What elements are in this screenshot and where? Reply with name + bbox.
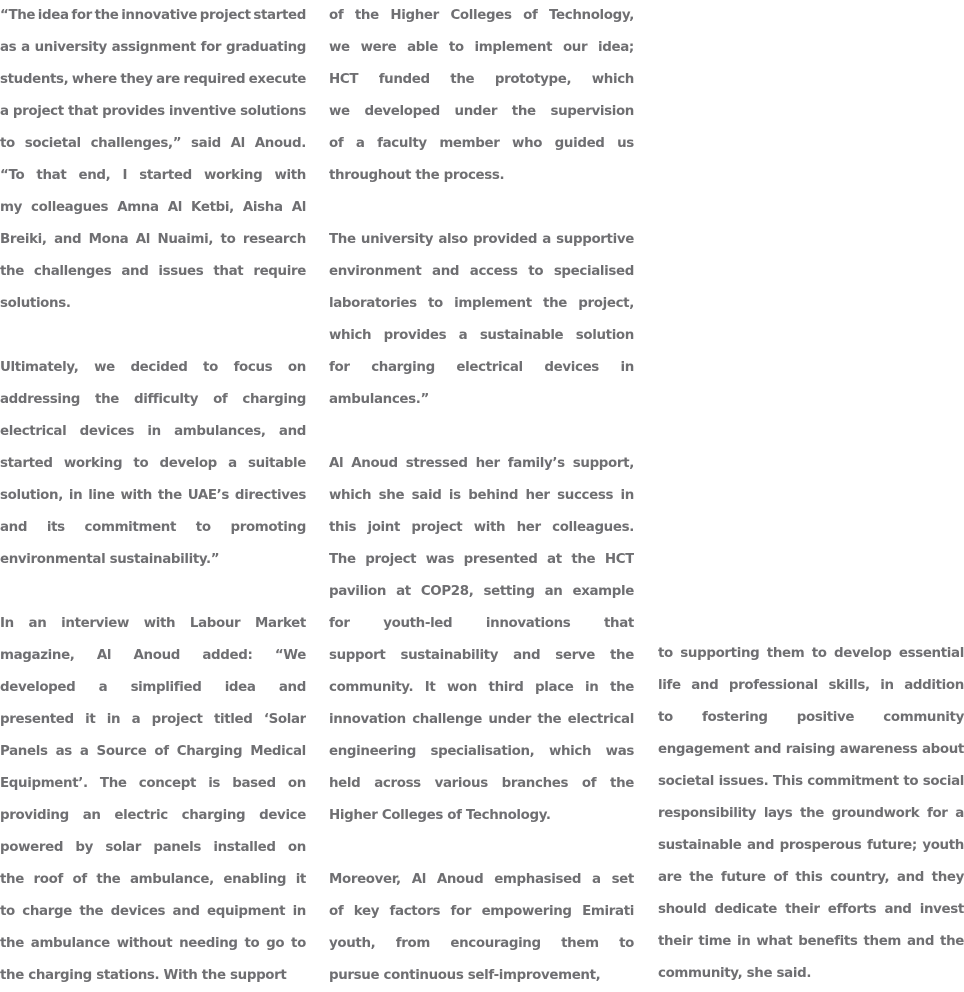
paragraph-gap xyxy=(329,416,634,448)
text-line: HCT funded the prototype, which xyxy=(329,72,634,87)
text-line: sustainable and prosperous future; youth xyxy=(658,838,964,853)
text-line: ambulances.” xyxy=(329,392,429,407)
text-line: laboratories to implement the project, xyxy=(329,296,634,311)
text-line: to societal challenges,” said Al Anoud. xyxy=(0,136,306,151)
text-line: innovation challenge under the electrical xyxy=(329,712,634,727)
text-line: throughout the process. xyxy=(329,168,505,183)
text-line: of a faculty member who guided us xyxy=(329,136,634,151)
text-line: providing an electric charging device xyxy=(0,808,306,823)
text-line: the charging stations. With the support xyxy=(0,968,287,983)
text-line: Ultimately, we decided to focus on xyxy=(0,360,306,375)
text-line: we developed under the supervision xyxy=(329,104,634,119)
text-line: In an interview with Labour Market xyxy=(0,616,306,631)
text-line: are the future of this country, and they xyxy=(658,870,964,885)
text-line: started working to develop a suitable xyxy=(0,456,306,471)
text-line: Al Anoud stressed her family’s support, xyxy=(329,456,634,471)
text-line: solutions. xyxy=(0,296,71,311)
text-line: Higher Colleges of Technology. xyxy=(329,808,551,823)
text-line: pavilion at COP28, setting an example xyxy=(329,584,634,599)
text-line: addressing the difficulty of charging xyxy=(0,392,306,407)
article-column-1 xyxy=(0,0,306,992)
text-line: youth, from encouraging them to xyxy=(329,936,634,951)
text-line: environment and access to specialised xyxy=(329,264,634,279)
text-line: the roof of the ambulance, enabling it xyxy=(0,872,306,887)
text-line: the challenges and issues that require xyxy=(0,264,306,279)
text-line: for youth-led innovations that xyxy=(329,616,634,631)
text-line: responsibility lays the groundwork for a xyxy=(658,806,964,821)
text-line: support sustainability and serve the xyxy=(329,648,634,663)
text-line: the ambulance without needing to go to xyxy=(0,936,306,951)
paragraph-gap xyxy=(329,832,634,864)
text-line: Breiki, and Mona Al Nuaimi, to research xyxy=(0,232,306,247)
article-column-3 xyxy=(658,638,964,990)
text-line: life and professional skills, in addition xyxy=(658,678,964,693)
article-column-2 xyxy=(329,0,634,992)
text-line: The project was presented at the HCT xyxy=(329,552,634,567)
text-line: The university also provided a supportive xyxy=(329,232,634,247)
text-line: presented it in a project titled ‘Solar xyxy=(0,712,306,727)
text-line: Panels as a Source of Charging Medical xyxy=(0,744,306,759)
text-line: to fostering positive community xyxy=(658,710,964,725)
text-line: pursue continuous self-improvement, xyxy=(329,968,601,983)
text-line: societal issues. This commitment to social xyxy=(658,774,964,789)
text-line: electrical devices in ambulances, and xyxy=(0,424,306,439)
text-line: held across various branches of the xyxy=(329,776,634,791)
text-line: which provides a sustainable solution xyxy=(329,328,634,343)
text-line: of the Higher Colleges of Technology, xyxy=(329,8,634,23)
text-line: engineering specialisation, which was xyxy=(329,744,634,759)
paragraph-gap xyxy=(329,192,634,224)
text-line: “The idea for the innovative project started xyxy=(0,8,306,23)
text-line: “To that end, I started working with xyxy=(0,168,306,183)
text-line: their time in what benefits them and the xyxy=(658,934,964,949)
text-line: community. It won third place in the xyxy=(329,680,634,695)
text-line: a project that provides inventive solutions xyxy=(0,104,306,119)
text-line: developed a simplified idea and xyxy=(0,680,306,695)
text-line: and its commitment to promoting xyxy=(0,520,306,535)
text-line: environmental sustainability.” xyxy=(0,552,220,567)
text-line: this joint project with her colleagues. xyxy=(329,520,634,535)
text-line: as a university assignment for graduating xyxy=(0,40,306,55)
text-line: for charging electrical devices in xyxy=(329,360,634,375)
text-line: engagement and raising awareness about xyxy=(658,742,964,757)
text-line: students, where they are required execute xyxy=(0,72,306,87)
text-line: solution, in line with the UAE’s directives xyxy=(0,488,306,503)
text-line: my colleagues Amna Al Ketbi, Aisha Al xyxy=(0,200,306,215)
text-line: Equipment’. The concept is based on xyxy=(0,776,306,791)
text-line: Moreover, Al Anoud emphasised a set xyxy=(329,872,634,887)
paragraph-gap xyxy=(0,320,306,352)
text-line: magazine, Al Anoud added: “We xyxy=(0,648,306,663)
text-line: should dedicate their efforts and invest xyxy=(658,902,964,917)
text-line: community, she said. xyxy=(658,966,812,981)
text-line: which she said is behind her success in xyxy=(329,488,634,503)
text-line: we were able to implement our idea; xyxy=(329,40,634,55)
text-line: to supporting them to develop essential xyxy=(658,646,964,661)
paragraph-gap xyxy=(0,576,306,608)
text-line: to charge the devices and equipment in xyxy=(0,904,306,919)
text-line: powered by solar panels installed on xyxy=(0,840,306,855)
text-line: of key factors for empowering Emirati xyxy=(329,904,634,919)
